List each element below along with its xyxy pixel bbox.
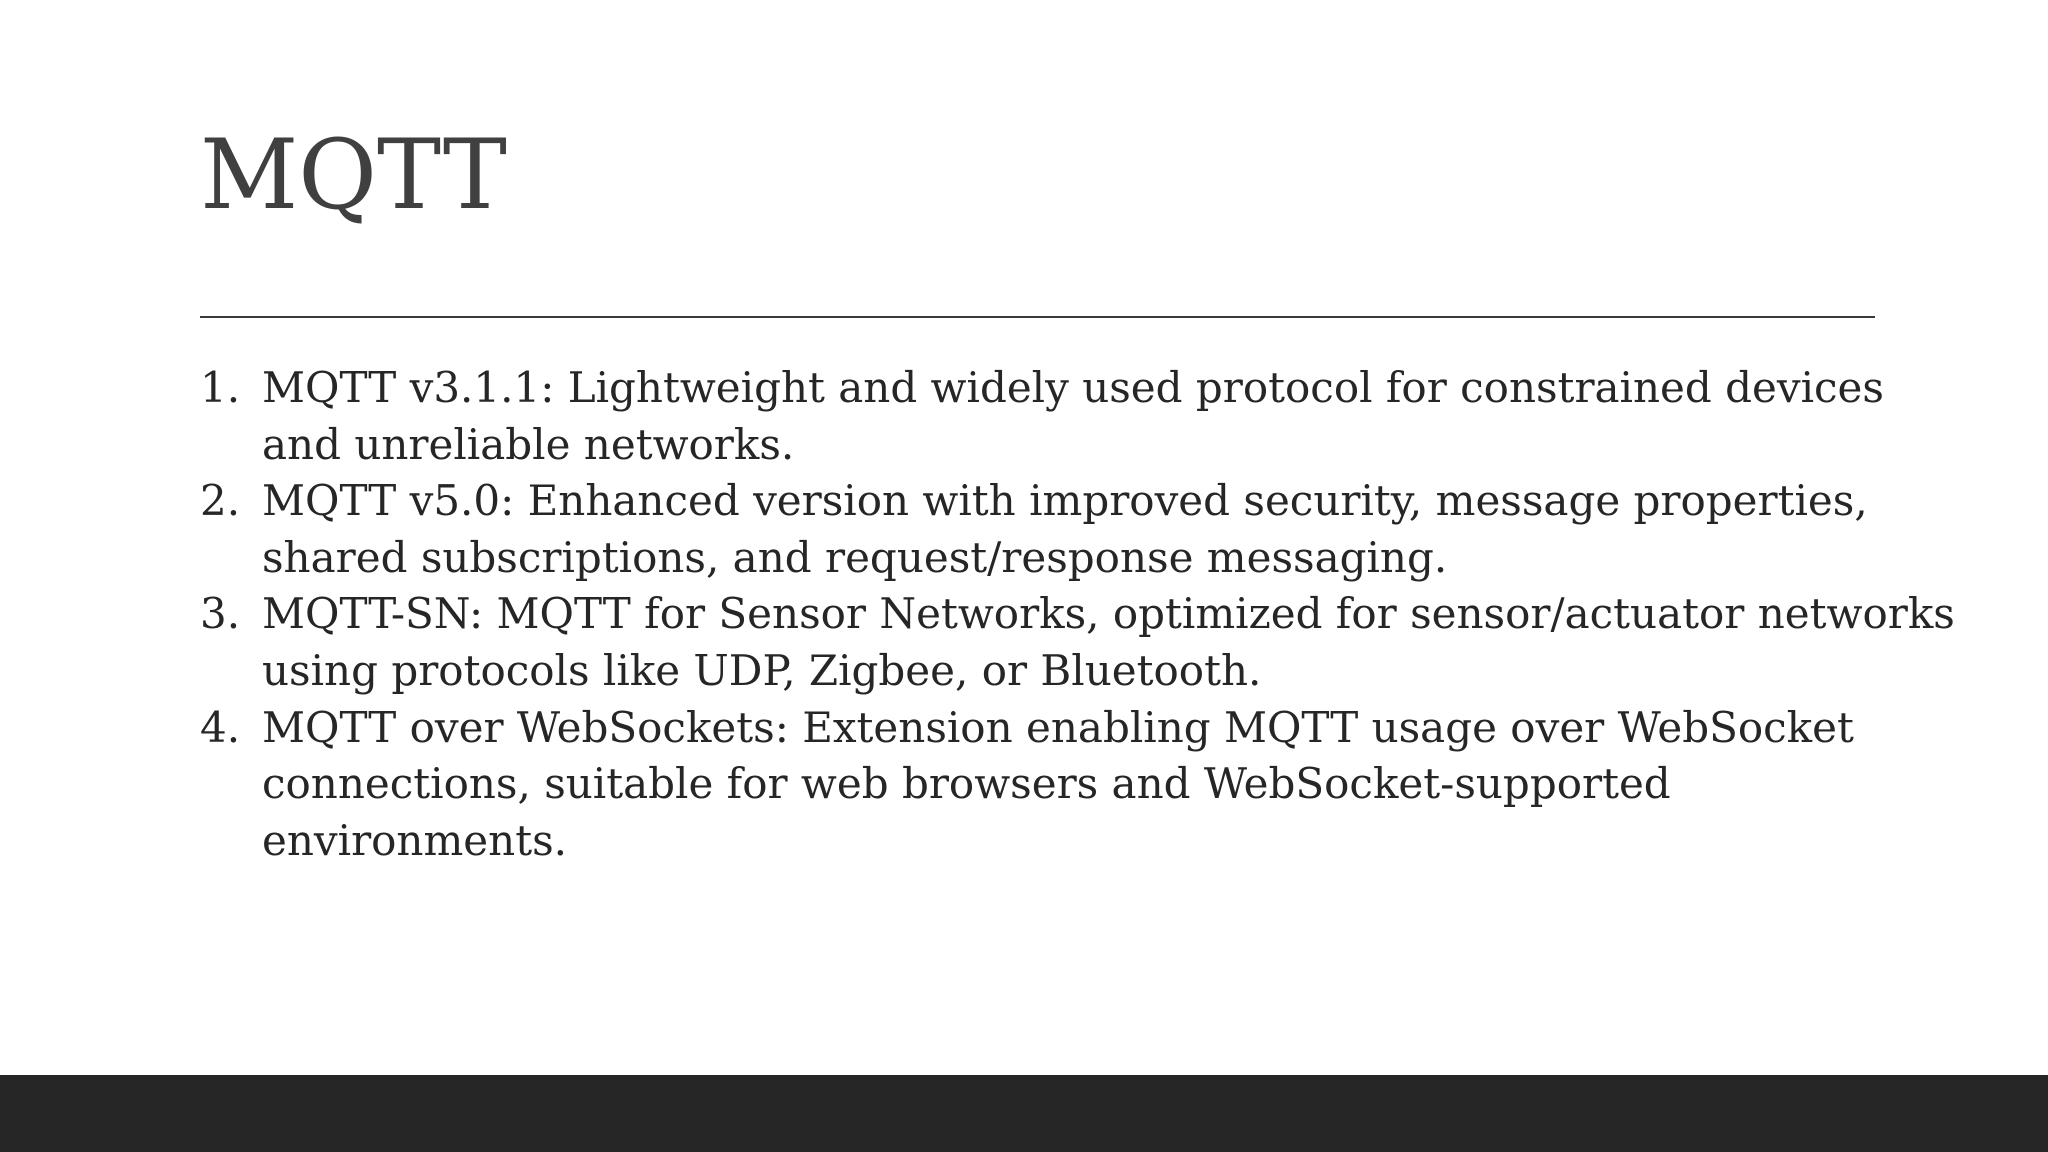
list-item: [200, 586, 1962, 699]
list-item-text: MQTT v5.0: Enhanced version with improved security, message properties, shared subscriptions, and request/response messaging.: [262, 476, 1868, 582]
list-item-number: 4.: [200, 702, 241, 752]
list-item-number: 2.: [200, 476, 241, 526]
list-item-number: 3.: [200, 589, 241, 639]
slide-title: MQTT: [200, 119, 507, 231]
list-item: [200, 360, 1962, 473]
list-item: [200, 700, 1962, 870]
list-item-text: MQTT v3.1.1: Lightweight and widely used protocol for constrained devices and unreliable networks.: [262, 363, 1884, 469]
list-item-number: 1.: [200, 363, 241, 412]
list-item-text: MQTT over WebSockets: Extension enabling MQTT usage over WebSocket connections, suitable for web browsers and WebSocket-supported environments.: [262, 702, 1854, 865]
list-item-text: MQTT-SN: MQTT for Sensor Networks, optimized for sensor/actuator networks using protocols like UDP, Zigbee, or Bluetooth.: [262, 589, 1955, 695]
footer-bar: [0, 1075, 2048, 1152]
title-divider: [200, 316, 1875, 318]
list-item: [200, 473, 1962, 586]
protocol-list: [200, 360, 1962, 869]
